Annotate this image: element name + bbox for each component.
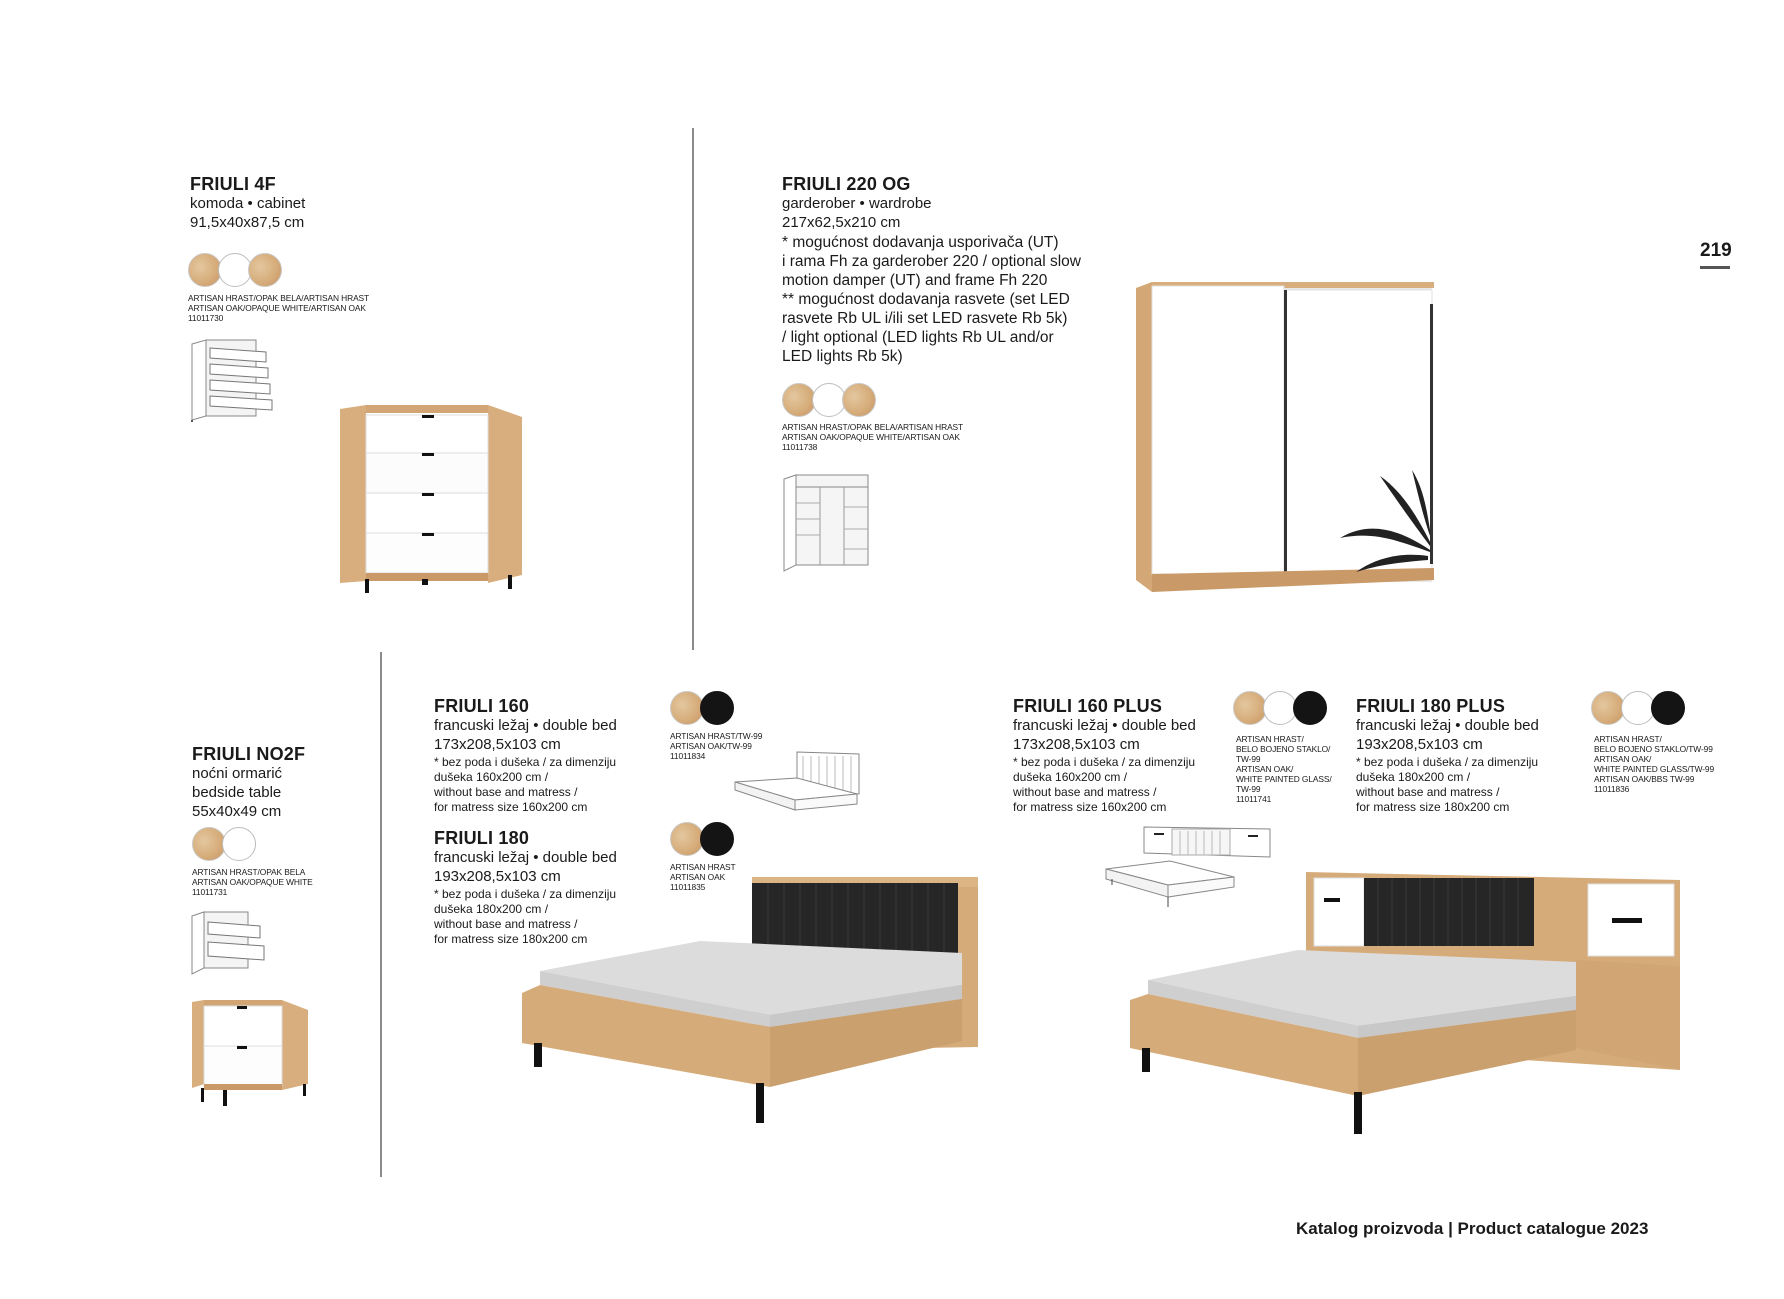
product-codes bbox=[188, 293, 369, 323]
swatch-white bbox=[812, 383, 846, 417]
note-line: for matress size 160x200 cm bbox=[1013, 800, 1167, 814]
note-line: * bez poda i dušeka / za dimenziju bbox=[434, 887, 617, 901]
product-notes bbox=[1013, 755, 1196, 815]
product-codes bbox=[1594, 734, 1714, 794]
friuli-220-og-block bbox=[782, 174, 1081, 366]
code-line: ARTISAN HRAST/ bbox=[1236, 734, 1304, 744]
code-line: 11011834 bbox=[670, 751, 706, 761]
swatch-oak bbox=[188, 253, 222, 287]
swatch-white bbox=[218, 253, 252, 287]
note-line: without base and matress / bbox=[434, 917, 578, 931]
swatch-black bbox=[1651, 691, 1685, 725]
cabinet-line-drawing bbox=[188, 338, 278, 422]
friuli-4f-block bbox=[190, 174, 305, 232]
note-line: without base and matress / bbox=[1356, 785, 1500, 799]
swatch-oak bbox=[782, 383, 816, 417]
code-line: 11011731 bbox=[192, 887, 228, 897]
vertical-divider-bottom bbox=[380, 652, 382, 1177]
note-line: for matress size 160x200 cm bbox=[434, 800, 588, 814]
swatch-oak bbox=[248, 253, 282, 287]
swatch-oak bbox=[670, 822, 704, 856]
product-dimensions: 55x40x49 cm bbox=[192, 803, 282, 820]
product-type: francuski ležaj • double bed bbox=[1356, 717, 1539, 734]
code-line: ARTISAN OAK/BBS TW-99 bbox=[1594, 774, 1695, 784]
note-line: rasvete Rb UL i/ili set LED rasvete Rb 5k) bbox=[782, 310, 1068, 327]
code-line: 11011836 bbox=[1594, 784, 1630, 794]
swatch-black bbox=[700, 822, 734, 856]
product-title: FRIULI 160 bbox=[434, 696, 530, 716]
product-type: komoda • cabinet bbox=[190, 195, 306, 212]
code-line: ARTISAN OAK bbox=[670, 872, 726, 882]
friuli-no2f-block bbox=[192, 744, 305, 821]
product-codes bbox=[1236, 734, 1332, 804]
code-line: ARTISAN HRAST/OPAK BELA/ARTISAN HRAST bbox=[782, 422, 964, 432]
swatch-oak bbox=[1591, 691, 1625, 725]
bedside-line-drawing bbox=[190, 910, 270, 976]
note-line: * bez poda i dušeka / za dimenziju bbox=[1356, 755, 1539, 769]
bed-image bbox=[520, 875, 980, 1145]
note-line: for matress size 180x200 cm bbox=[1356, 800, 1510, 814]
code-line: TW-99 bbox=[1236, 784, 1261, 794]
product-dimensions: 91,5x40x87,5 cm bbox=[190, 214, 305, 231]
product-dimensions: 193x208,5x103 cm bbox=[1356, 736, 1483, 753]
product-dimensions: 173x208,5x103 cm bbox=[434, 736, 561, 753]
color-swatches bbox=[782, 383, 872, 417]
code-line: BELO BOJENO STAKLO/TW-99 bbox=[1594, 744, 1713, 754]
product-type-en: bedside table bbox=[192, 784, 282, 801]
code-line: ARTISAN HRAST/ bbox=[1594, 734, 1662, 744]
note-line: motion damper (UT) and frame Fh 220 bbox=[782, 272, 1048, 289]
swatch-black bbox=[700, 691, 734, 725]
code-line: ARTISAN HRAST/OPAK BELA bbox=[192, 867, 306, 877]
code-line: WHITE PAINTED GLASS/ bbox=[1236, 774, 1332, 784]
note-line: i rama Fh za garderober 220 / optional slow bbox=[782, 253, 1081, 270]
product-title: FRIULI 160 PLUS bbox=[1013, 696, 1163, 716]
product-title: FRIULI NO2F bbox=[192, 744, 306, 764]
note-line: without base and matress / bbox=[434, 785, 578, 799]
note-line: dušeka 180x200 cm / bbox=[434, 902, 549, 916]
swatch-oak bbox=[670, 691, 704, 725]
code-line: ARTISAN OAK/TW-99 bbox=[670, 741, 752, 751]
color-swatches bbox=[670, 691, 730, 725]
note-line: for matress size 180x200 cm bbox=[434, 932, 588, 946]
color-swatches bbox=[1591, 691, 1681, 725]
product-type: francuski ležaj • double bed bbox=[434, 849, 617, 866]
note-line: * bez poda i dušeka / za dimenziju bbox=[434, 755, 617, 769]
note-line: without base and matress / bbox=[1013, 785, 1157, 799]
friuli-160-block bbox=[434, 696, 617, 815]
page-number: 219 bbox=[1700, 240, 1732, 261]
page-number-underline bbox=[1700, 266, 1730, 269]
code-line: ARTISAN OAK/OPAQUE WHITE/ARTISAN OAK bbox=[782, 432, 960, 442]
product-type: garderober • wardrobe bbox=[782, 195, 932, 212]
product-type: francuski ležaj • double bed bbox=[434, 717, 617, 734]
note-line: * bez poda i dušeka / za dimenziju bbox=[1013, 755, 1196, 769]
product-dimensions: 217x62,5x210 cm bbox=[782, 214, 901, 231]
product-notes bbox=[1356, 755, 1539, 815]
swatch-oak bbox=[192, 827, 226, 861]
code-line: 11011835 bbox=[670, 882, 706, 892]
color-swatches bbox=[188, 253, 278, 287]
catalog-footer: Katalog proizvoda | Product catalogue 2023 bbox=[1296, 1219, 1649, 1238]
product-dimensions: 173x208,5x103 cm bbox=[1013, 736, 1140, 753]
bed-line-drawing bbox=[733, 748, 863, 818]
code-line: 11011741 bbox=[1236, 794, 1272, 804]
code-line: ARTISAN HRAST bbox=[670, 862, 736, 872]
color-swatches bbox=[192, 827, 252, 861]
vertical-divider-top bbox=[692, 128, 694, 650]
code-line: BELO BOJENO STAKLO/ bbox=[1236, 744, 1331, 754]
code-line: WHITE PAINTED GLASS/TW-99 bbox=[1594, 764, 1715, 774]
note-line: ** mogućnost dodavanja rasvete (set LED bbox=[782, 291, 1070, 308]
swatch-oak bbox=[1233, 691, 1267, 725]
product-notes bbox=[782, 233, 1081, 366]
swatch-black bbox=[1293, 691, 1327, 725]
product-type: francuski ležaj • double bed bbox=[1013, 717, 1196, 734]
color-swatches bbox=[670, 822, 730, 856]
code-line: 11011738 bbox=[782, 442, 818, 452]
note-line: * mogućnost dodavanja usporivača (UT) bbox=[782, 234, 1059, 251]
swatch-white bbox=[1621, 691, 1655, 725]
friuli-160-plus-block bbox=[1013, 696, 1196, 815]
friuli-180-plus-block bbox=[1356, 696, 1539, 815]
product-codes bbox=[192, 867, 313, 897]
bed-plus-image bbox=[1128, 870, 1688, 1150]
code-line: ARTISAN OAK/OPAQUE WHITE/ARTISAN OAK bbox=[188, 303, 366, 313]
code-line: ARTISAN HRAST/OPAK BELA/ARTISAN HRAST bbox=[188, 293, 370, 303]
code-line: TW-99 bbox=[1236, 754, 1261, 764]
product-title: FRIULI 180 bbox=[434, 828, 530, 848]
code-line: ARTISAN OAK/ bbox=[1236, 764, 1294, 774]
cabinet-image bbox=[336, 403, 526, 593]
code-line: ARTISAN OAK/ bbox=[1594, 754, 1652, 764]
note-line: / light optional (LED lights Rb UL and/or bbox=[782, 329, 1054, 346]
product-type: noćni ormarić bbox=[192, 765, 283, 782]
code-line: ARTISAN OAK/OPAQUE WHITE bbox=[192, 877, 313, 887]
product-notes bbox=[434, 755, 617, 815]
note-line: LED lights Rb 5k) bbox=[782, 348, 903, 365]
product-dimensions: 193x208,5x103 cm bbox=[434, 868, 561, 885]
note-line: dušeka 160x200 cm / bbox=[434, 770, 549, 784]
wardrobe-image bbox=[1130, 280, 1440, 600]
swatch-oak bbox=[842, 383, 876, 417]
color-swatches bbox=[1233, 691, 1323, 725]
product-title: FRIULI 4F bbox=[190, 174, 276, 194]
product-title: FRIULI 220 OG bbox=[782, 174, 911, 194]
wardrobe-line-drawing bbox=[782, 473, 872, 573]
swatch-white bbox=[222, 827, 256, 861]
product-title: FRIULI 180 PLUS bbox=[1356, 696, 1506, 716]
swatch-white bbox=[1263, 691, 1297, 725]
code-line: ARTISAN HRAST/TW-99 bbox=[670, 731, 763, 741]
note-line: dušeka 160x200 cm / bbox=[1013, 770, 1128, 784]
code-line: 11011730 bbox=[188, 313, 224, 323]
product-codes bbox=[782, 422, 963, 452]
bedside-table-image bbox=[190, 998, 314, 1110]
note-line: dušeka 180x200 cm / bbox=[1356, 770, 1471, 784]
